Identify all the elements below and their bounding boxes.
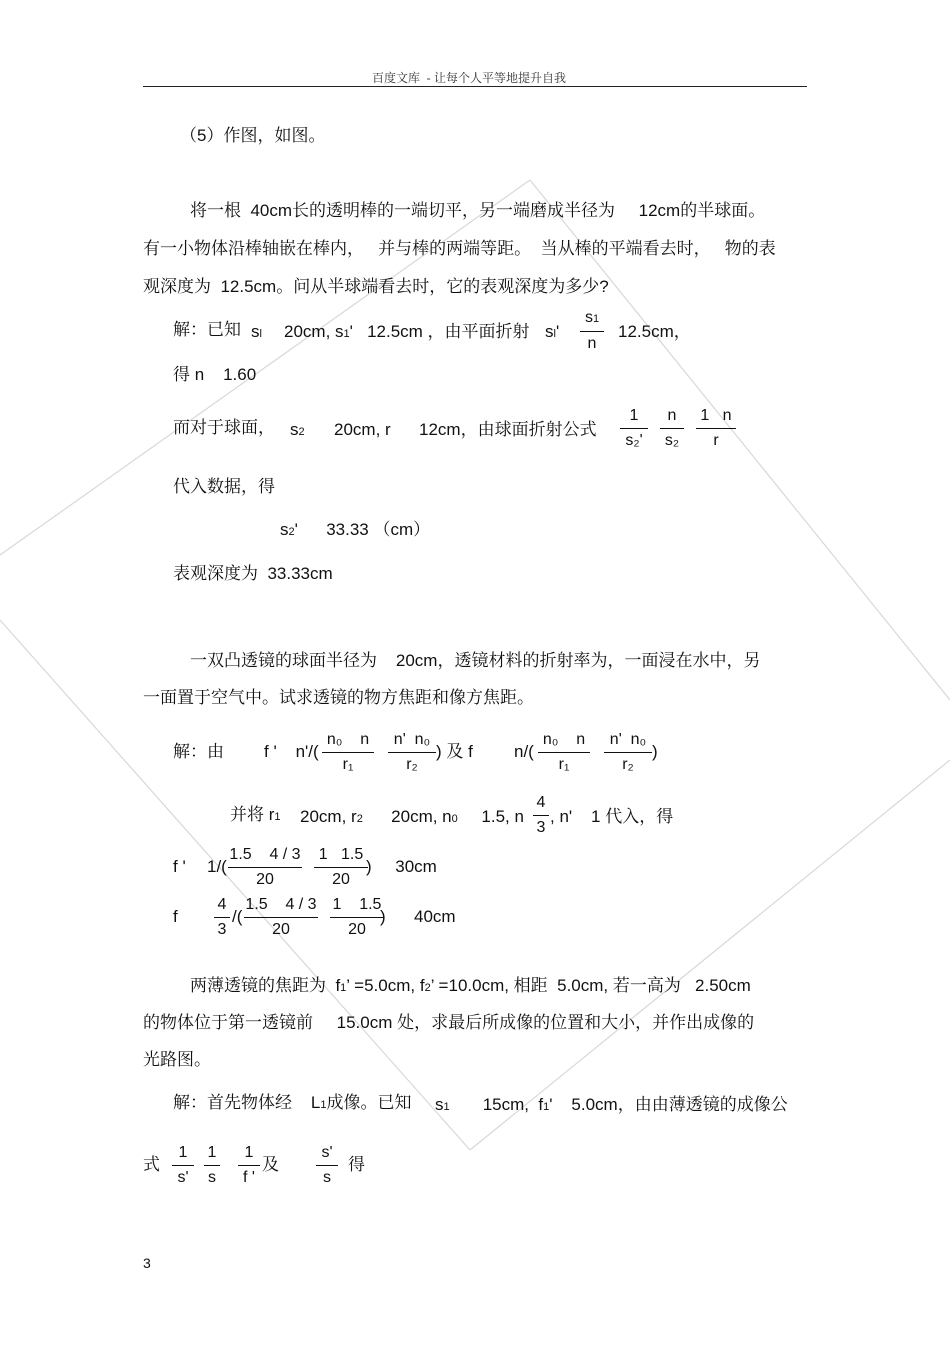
fprime-frac-1: 1.5 4 / 3 20 [229,846,301,888]
sol2-label: 解：由 [173,742,224,761]
eq-and: 及 [262,1155,279,1174]
sphere-s2: s2 [290,420,305,439]
f-result: ) 40cm [380,907,456,926]
sol1-s: sl [251,322,262,341]
eq-label: 式 [143,1155,160,1174]
sol2-fprime: f ' n'/( [264,742,319,761]
eq-frac-1: 1 s' [172,1143,194,1188]
eq-get: 得 [348,1155,365,1174]
sol1-n-result: 得 n 1.60 [173,365,257,384]
sol2-frac-3: n₀ n r₁ [538,730,590,775]
eq-frac-2: 1 s [204,1143,220,1188]
page-header: 百度文库 - 让每个人平等地提升自我 [372,71,566,85]
sol1-s-prime: sl' [545,322,560,341]
sol2-frac-2: n' n₀ r₂ [388,730,436,775]
problem3-line1: 两薄透镜的焦距为 f1’ =5.0cm, f2’ =10.0cm, 相距 5.0cm, 若一高为 2.50cm [190,976,751,995]
f-open: /( [232,907,243,926]
sphere-frac-3: 1 n r [696,406,736,451]
sol1-given: 20cm, s1' 12.5cm ，由平面折射 [284,322,530,341]
sphere-given: 20cm, r 12cm，由球面折射公式 [334,420,597,439]
sol2-frac-4: n' n₀ r₂ [604,730,652,775]
sol2-close: ) [652,742,658,761]
sphere-label: 而对于球面， [173,418,275,437]
problem1-line2: 有一小物体沿棒轴嵌在棒内， 并与棒的两端等距。 当从棒的平端看去时， 物的表 [143,239,776,258]
sol2-frac-1: n₀ n r₁ [322,730,374,775]
result-s2: s2' 33.33 （cm） [280,520,431,539]
sol1-label: 解：已知 [173,320,241,339]
eq-frac-4: s' s [316,1143,338,1188]
sol2-four-thirds: 4 3 [533,793,549,838]
header-rule [143,86,807,87]
step-5: （5）作图，如图。 [180,126,326,145]
fprime-label: f ' [173,857,186,876]
f-four-thirds: 4 3 [214,895,230,940]
answer-depth: 表观深度为 33.33cm [173,564,333,583]
page-number: 3 [143,1255,151,1271]
sol1-value: 12.5cm， [618,322,691,341]
sol1-fraction: s1 n [580,308,604,354]
problem3-line3: 光路图。 [143,1050,211,1069]
sol2-n-over: n/( [514,742,534,761]
sol2-and-f: ) 及 f [436,742,473,761]
sphere-frac-2: n s₂ [660,406,684,451]
substitute-label: 代入数据，得 [173,477,275,496]
f-frac-1: 1.5 4 / 3 20 [245,896,317,938]
f-label: f [173,907,178,926]
eq-frac-3: 1 f ' [238,1143,260,1188]
fprime-open: 1/( [207,857,227,876]
sol3-given: s1 15cm, f1' 5.0cm，由由薄透镜的成像公 [435,1095,788,1114]
sol2-substitute: 并将 r1 [230,805,281,824]
sol2-values: 20cm, r2 20cm, n0 1.5, n [300,807,524,826]
problem1-line3: 观深度为 12.5cm。问从半球端看去时，它的表观深度为多少? [143,277,609,296]
fprime-frac-2: 1 1.5 20 [314,845,368,890]
f-frac-2: 1 1.5 20 [330,895,384,940]
sphere-frac-1: 1 s₂' [620,406,648,451]
sol3-line: 解：首先物体经 L1成像。已知 [173,1093,412,1112]
sol2-nprime: , n' 1 代入，得 [550,807,674,826]
problem1-line1: 将一根 40cm长的透明棒的一端切平，另一端磨成半径为 12cm的半球面。 [190,201,766,220]
problem2-line2: 一面置于空气中。试求透镜的物方焦距和像方焦距。 [143,688,534,707]
problem2-line1: 一双凸透镜的球面半径为 20cm，透镜材料的折射率为，一面浸在水中，另 [190,651,761,670]
fprime-result: ) 30cm [366,857,437,876]
problem3-line2: 的物体位于第一透镜前 15.0cm 处，求最后所成像的位置和大小，并作出成像的 [143,1013,755,1032]
